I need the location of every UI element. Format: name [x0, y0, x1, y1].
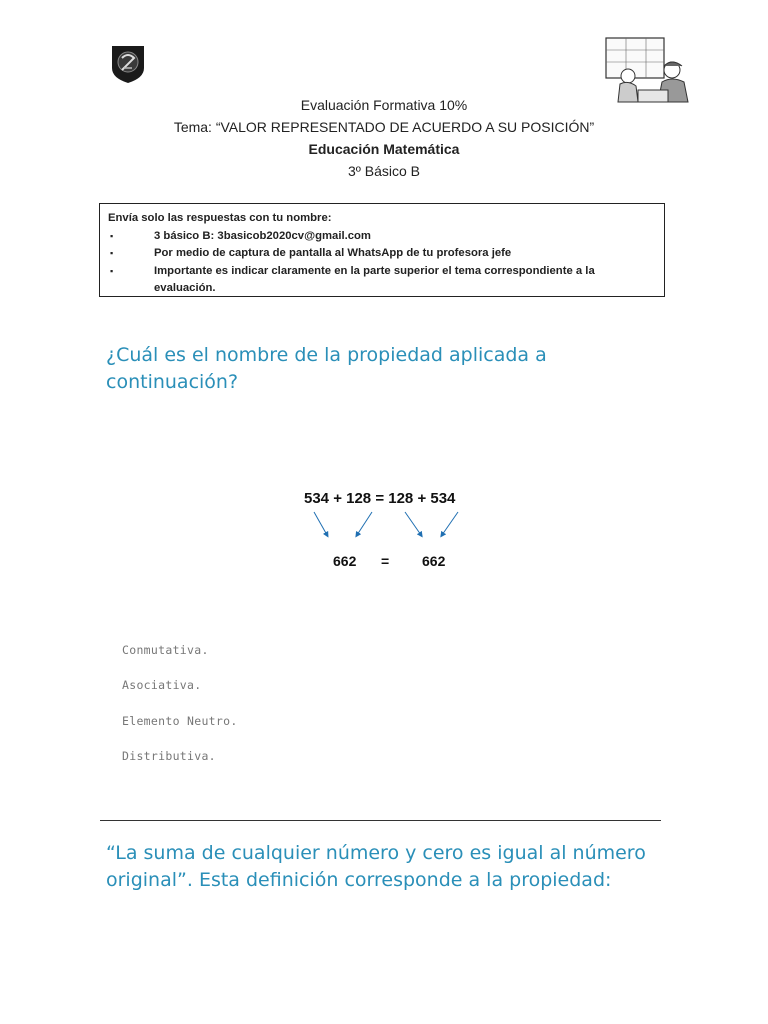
option-conmutativa[interactable]: Conmutativa.	[122, 643, 209, 657]
arrow-icon	[405, 512, 421, 535]
section-divider	[100, 820, 661, 821]
grade-title: 3º Básico B	[347, 163, 421, 179]
subject-title: Educación Matemática	[308, 141, 460, 157]
evaluation-title: Evaluación Formativa 10%	[300, 97, 468, 113]
instruction-item: ▪ Por medio de captura de pantalla al WhatsApp de tu profesora jefe	[108, 245, 656, 263]
instruction-item: ▪ Importante es indicar claramente en la parte superior el tema correspondiente a la evaluación.	[108, 263, 656, 298]
equation-arrows	[300, 508, 470, 544]
instructions-list	[108, 228, 656, 298]
topic-title: Tema: “VALOR REPRESENTADO DE ACUERDO A SU POSICIÓN”	[173, 119, 595, 135]
option-elemento-neutro[interactable]: Elemento Neutro.	[122, 714, 238, 728]
question-2-title: “La suma de cualquier número y cero es igual al número original”. Esta definición corresponde a la propiedad:	[106, 842, 646, 891]
instruction-item: ▪ 3 básico B: 3basicob2020cv@gmail.com	[108, 228, 656, 246]
equation: 534 + 128 = 128 + 534	[304, 490, 456, 507]
question-1-title: ¿Cuál es el nombre de la propiedad aplicada a continuación?	[106, 344, 547, 393]
instructions-intro: Envía solo las respuestas con tu nombre:	[108, 212, 332, 224]
arrow-icon	[314, 512, 327, 535]
result-equals: =	[381, 553, 390, 569]
arrow-icon	[357, 512, 372, 535]
result-right: 662	[422, 553, 446, 569]
arrow-icon	[442, 512, 458, 535]
result-left: 662	[333, 553, 357, 569]
option-distributiva[interactable]: Distributiva.	[122, 749, 216, 763]
option-asociativa[interactable]: Asociativa.	[122, 678, 202, 692]
instructions-box	[99, 203, 665, 297]
document-header	[0, 94, 768, 182]
school-logo	[108, 44, 148, 84]
